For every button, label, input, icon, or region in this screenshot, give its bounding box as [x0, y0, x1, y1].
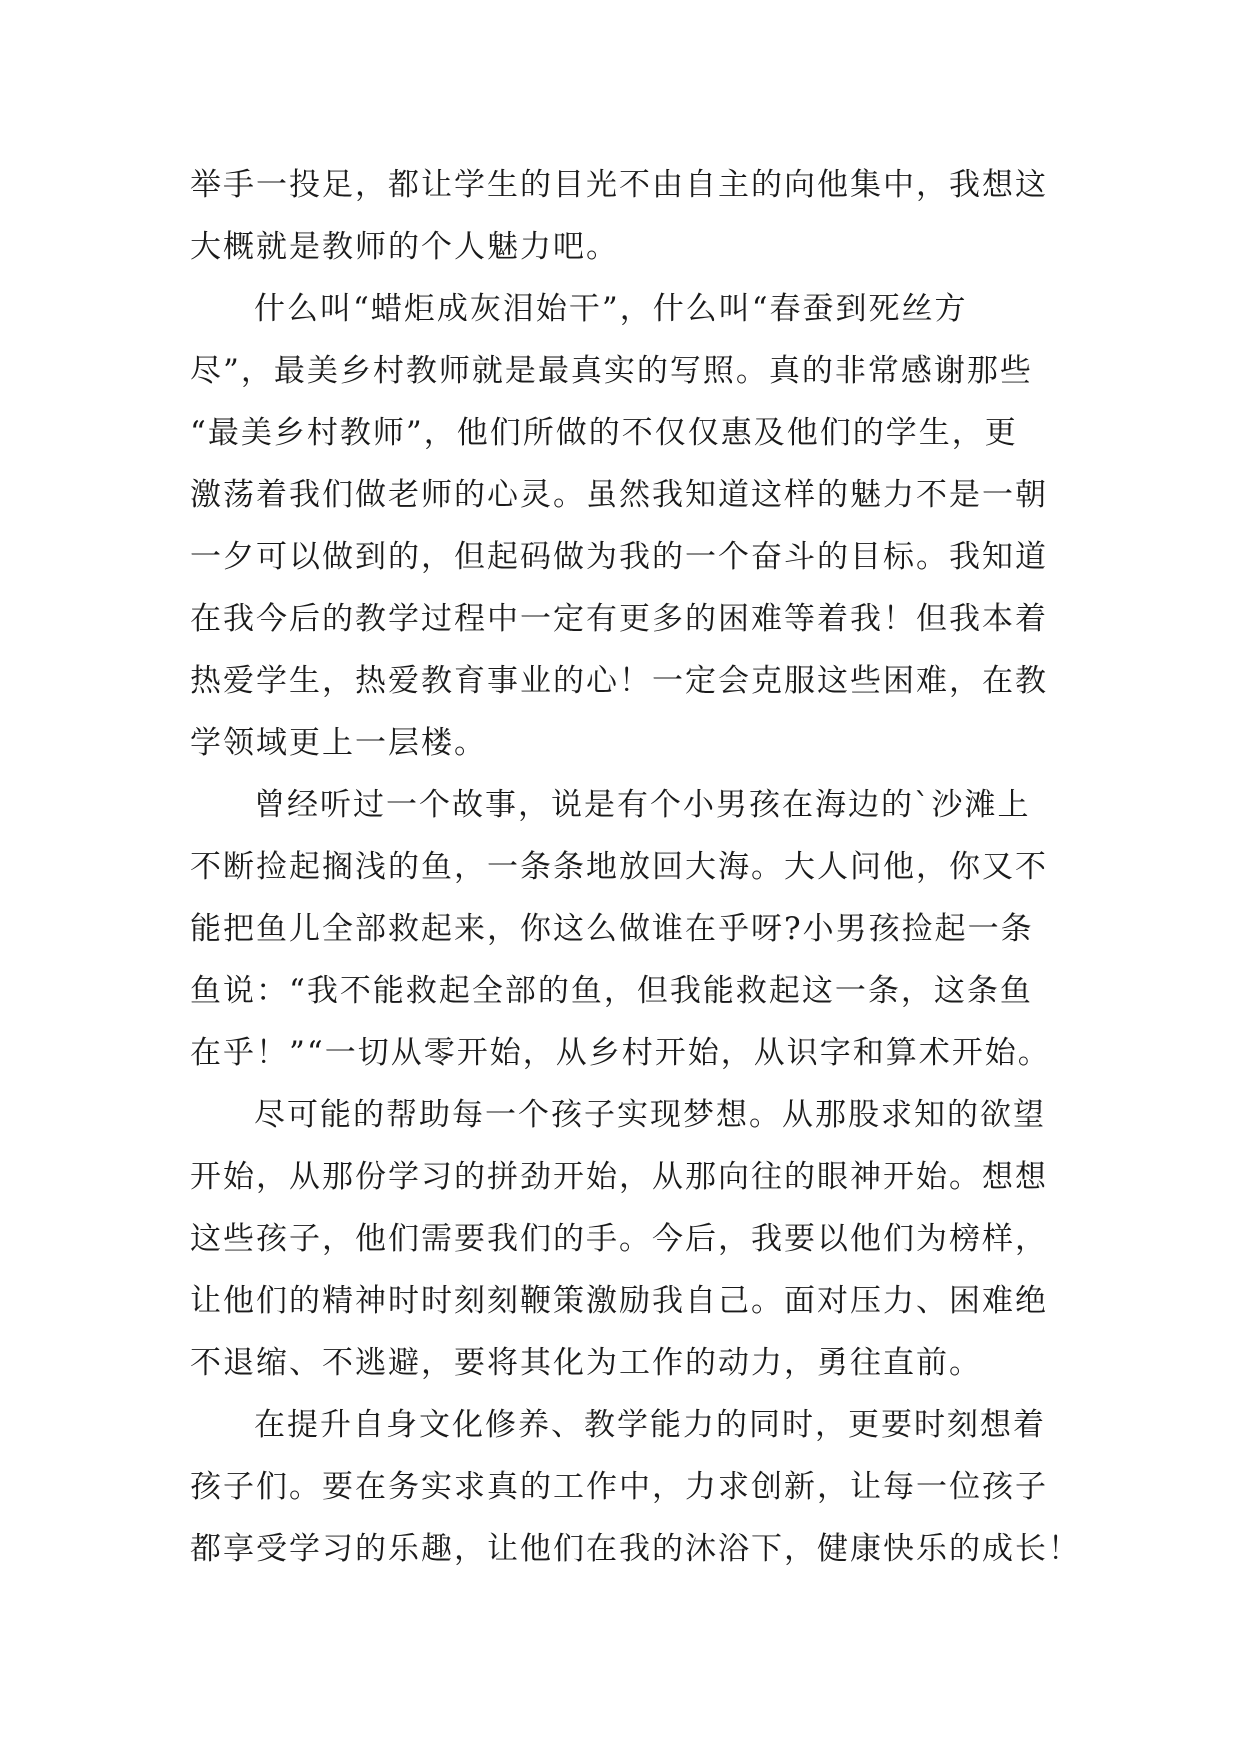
paragraph-start-line: 在提升自身文化修养、教学能力的同时，更要时刻想着 — [254, 1407, 1046, 1443]
paragraph-start-line: 尽可能的帮助每一个孩子实现梦想。从那股求知的欲望 — [254, 1097, 1046, 1133]
document-body — [190, 154, 1081, 1580]
text-line: 能把鱼儿全部救起来，你这么做谁在乎呀?小男孩捡起一条 — [190, 911, 1034, 947]
text-line: “最美乡村教师”，他们所做的不仅仅惠及他们的学生，更 — [190, 415, 1018, 451]
text-line: 这些孩子，他们需要我们的手。今后，我要以他们为榜样， — [190, 1221, 1048, 1257]
text-line: 开始，从那份学习的拼劲开始，从那向往的眼神开始。想想 — [190, 1159, 1048, 1195]
text-line: 不退缩、不逃避，要将其化为工作的动力，勇往直前。 — [190, 1345, 982, 1381]
paragraph-start-line: 什么叫“蜡炬成灰泪始干”，什么叫“春蚕到死丝方 — [254, 291, 968, 327]
text-line: 热爱学生，热爱教育事业的心！一定会克服这些困难，在教 — [190, 663, 1048, 699]
text-line: 举手一投足，都让学生的目光不由自主的向他集中，我想这 — [190, 167, 1048, 203]
paragraph-start-line: 曾经听过一个故事，说是有个小男孩在海边的`沙滩上 — [254, 787, 1031, 823]
text-line: 大概就是教师的个人魅力吧。 — [190, 229, 619, 265]
text-line: 学领域更上一层楼。 — [190, 725, 487, 761]
text-line: 都享受学习的乐趣，让他们在我的沐浴下，健康快乐的成长！ — [190, 1531, 1081, 1567]
text-line: 尽”，最美乡村教师就是最真实的写照。真的非常感谢那些 — [190, 353, 1033, 389]
text-line: 鱼说：“我不能救起全部的鱼，但我能救起这一条，这条鱼 — [190, 973, 1033, 1009]
text-line: 孩子们。要在务实求真的工作中，力求创新，让每一位孩子 — [190, 1469, 1048, 1505]
text-line: 一夕可以做到的，但起码做为我的一个奋斗的目标。我知道 — [190, 539, 1048, 575]
text-line: 激荡着我们做老师的心灵。虽然我知道这样的魅力不是一朝 — [190, 477, 1048, 513]
text-line: 在乎！”“一切从零开始，从乡村开始，从识字和算术开始。 — [190, 1035, 1051, 1071]
text-line: 在我今后的教学过程中一定有更多的困难等着我！但我本着 — [190, 601, 1048, 637]
text-line: 让他们的精神时时刻刻鞭策激励我自己。面对压力、困难绝 — [190, 1283, 1048, 1319]
text-line: 不断捡起搁浅的鱼，一条条地放回大海。大人问他，你又不 — [190, 849, 1048, 885]
